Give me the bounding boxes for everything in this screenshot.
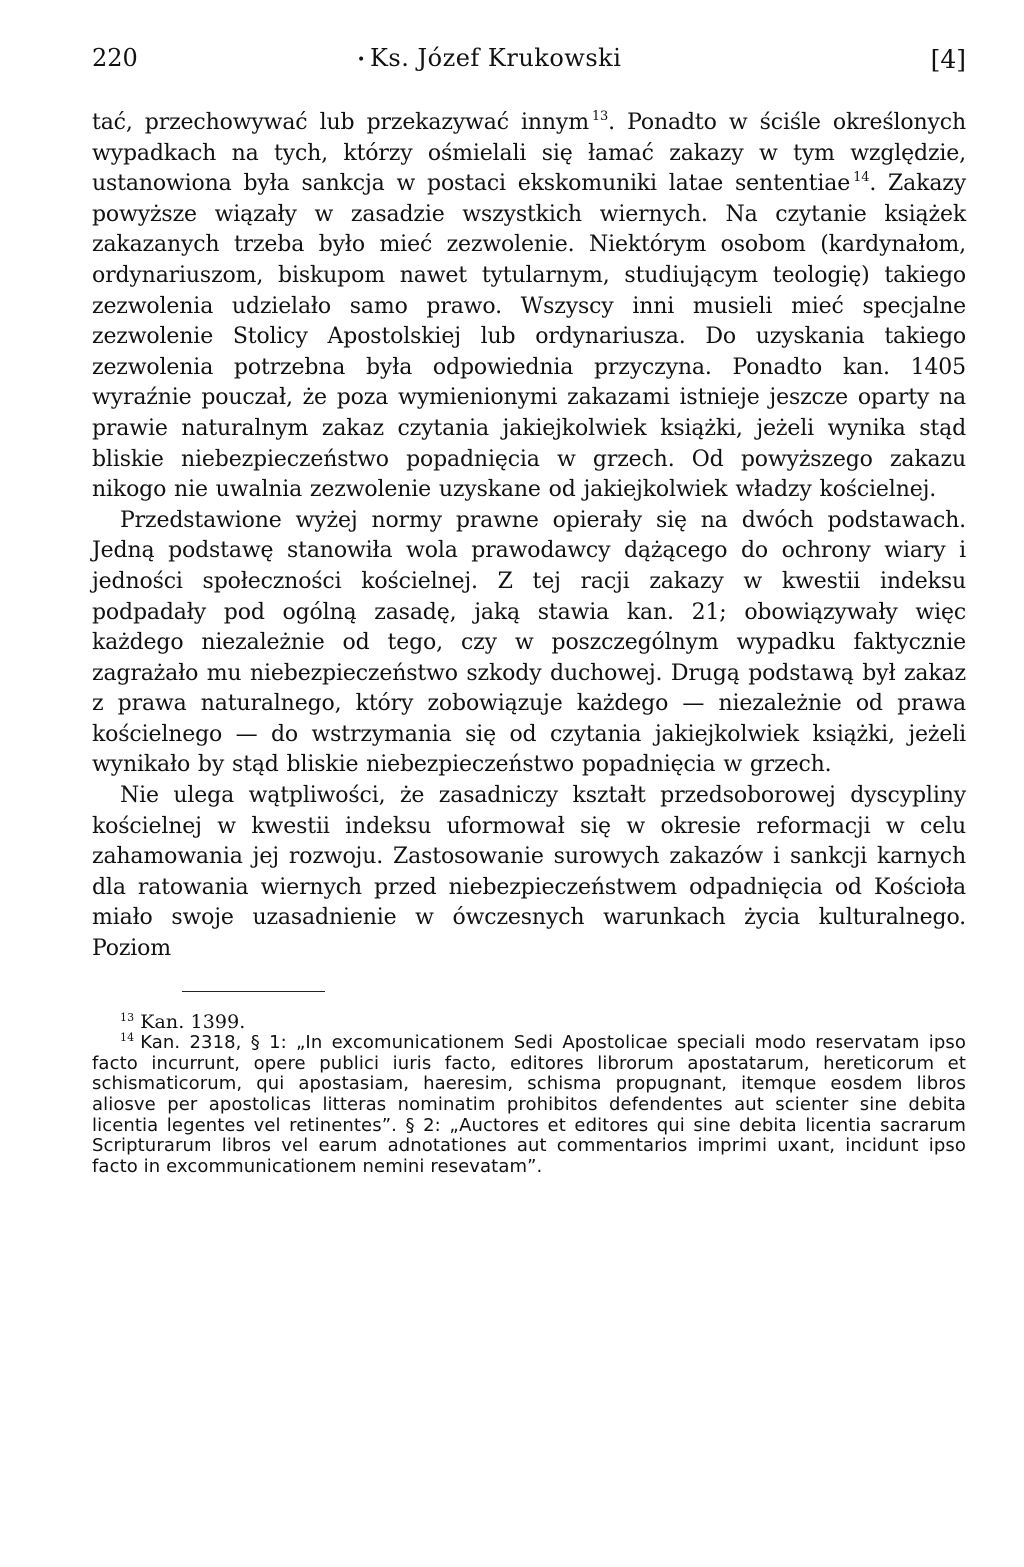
running-head [92,38,966,78]
footnote-14-text: Kan. 2318, § 1: „In excomunicationem Sedi Apostolicae speciali modo reservatam ipso facto incurrunt, opere publici iuris facto, editores librorum apostatarum, hereticorum et schismaticorum, qui apostasiam, haeresim, schisma propugnant, itemque eosdem libros aliosve per apostolicas litteras nominatim prohibitos defendentes aut scienter sine debita licentia legentes vel retinentes”. § 2: „Auctores et editores qui sine debita licentia sacrarum Scripturarum libros vel earum adnotationes aut commentarios imprimi uxant, incidunt ipso facto in excommunicationem nemini resevatam”. [92,1032,966,1177]
footnote-ref-14: 14 [853,170,870,186]
part-marker: [4] [930,45,966,74]
footnotes [92,1012,966,1178]
footnote-13-marker: 13 [120,1010,135,1024]
header-dot: • [357,52,366,68]
book-page [92,38,966,1177]
paragraph-1 [92,108,966,506]
footnote-14-marker: 14 [120,1031,135,1045]
footnote-14 [92,1033,966,1177]
paragraph-1-text-c: . Zakazy powyższe wiązały w zasadzie wszystkich wiernych. Na czytanie książek zakazanych trzeba było mieć zezwolenie. Niektórym osobom (kardynałom, ordynariuszom, biskupom nawet tytularnym, studiującym teologię) takiego zezwolenia udzielało samo prawo. Wszyscy inni musieli mieć specjalne zezwolenie Stolicy Apostolskiej lub ordynariusza. Do uzyskania takiego zezwolenia potrzebna była odpowiednia przyczyna. Ponadto kan. 1405 wyraźnie pouczał, że poza wymienionymi zakazami istnieje jeszcze oparty na prawie naturalnym zakaz czytania jakiejkolwiek książki, jeżeli wynika stąd bliskie niebezpieczeństwo popadnięcia w grzech. Od powyższego zakazu nikogo nie uwalnia zezwolenie uzyskane od jakiejkolwiek władzy kościelnej. [92,171,967,503]
page-number: 220 [92,44,138,72]
main-text [92,108,966,965]
paragraph-3: Nie ulega wątpliwości, że zasadniczy kształt przedsoborowej dyscypliny kościelnej w kwestii indeksu uformował się w okresie reformacji w celu zahamowania jej rozwoju. Zastosowanie surowych zakazów i sankcji karnych dla ratowania wiernych przed niebezpieczeństwem odpadnięcia od Kościoła miało swoje uzasadnienie w ówczesnych warunkach życia kulturalnego. Poziom [92,783,966,962]
paragraph-1-text-a: tać, przechowywać lub przekazywać innym [92,110,589,135]
paragraph-2: Przedstawione wyżej normy prawne opierały się na dwóch podstawach. Jedną podstawę stanowiła wola prawodawcy dążącego do ochrony wiary i jedności społeczności kościelnej. Z tej racji zakazy w kwestii indeksu podpadały pod ogólną zasadę, jaką stawia kan. 21; obowiązywały więc każdego niezależnie od tego, czy w poszczególnym wypadku faktycznie zagrażało mu niebezpieczeństwo szkody duchowej. Drugą podstawą był zakaz z prawa naturalnego, który zobowiązuje każdego — niezależnie od prawa kościelnego — do wstrzymania się od czytania jakiejkolwiek książki, jeżeli wynikało by stąd bliskie niebezpieczeństwo popadnięcia w grzech. [92,507,966,778]
footnote-separator [182,991,325,992]
running-head-title: Ks. Józef Krukowski [370,44,622,72]
paragraph-1-text-b: . Ponadto w ściśle określonych wypadkach na tych, którzy ośmielali się łamać zakazy w tym względzie, ustanowiona była sankcja w postaci ekskomuniki latae sententiae [92,110,966,197]
footnote-ref-13: 13 [591,109,609,124]
footnote-13 [92,1012,966,1034]
footnote-13-text: Kan. 1399. [140,1010,246,1033]
